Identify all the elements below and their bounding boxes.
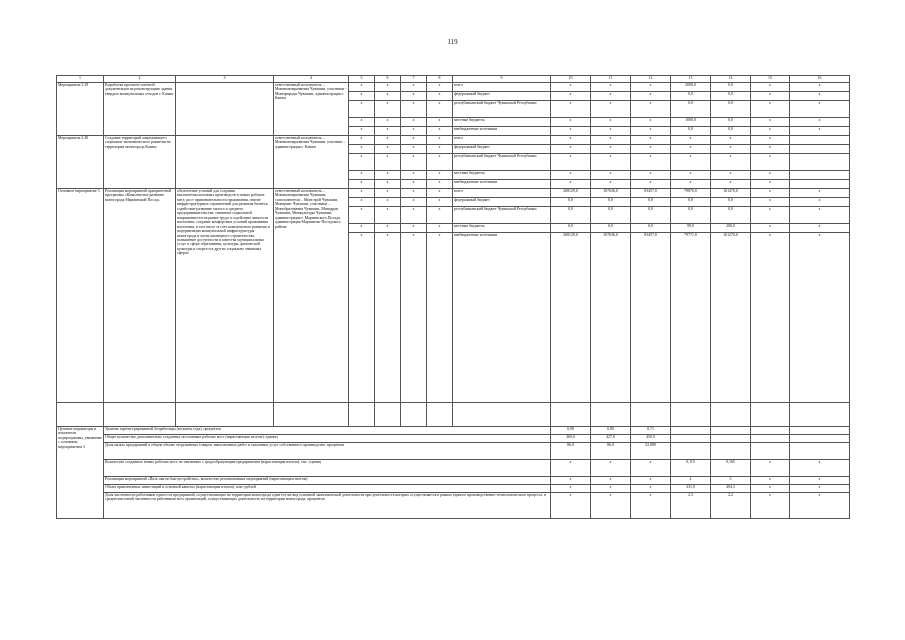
value-cell: х: [591, 180, 631, 189]
indicator-text: Доля малых предприятий в общем объеме отгруженных товаров, выполненных работ и оказанных услуг собственного производства, процентов: [104, 443, 551, 460]
activity-description: [176, 83, 274, 136]
header-cell: 3: [176, 76, 274, 83]
value-cell: 107636,0: [591, 189, 631, 198]
header-cell: 7: [401, 76, 427, 83]
value-cell: х: [631, 92, 671, 101]
value-cell: [790, 136, 850, 145]
activity-description: [176, 136, 274, 189]
indicator-value: х: [551, 477, 591, 485]
code-cell: х: [401, 136, 427, 145]
funding-source: местные бюджеты: [453, 224, 551, 233]
code-cell: х: [375, 101, 401, 118]
code-cell: х: [401, 198, 427, 207]
value-cell: 0,0: [671, 127, 711, 136]
code-cell: х: [427, 101, 453, 118]
indicator-value: х: [631, 477, 671, 485]
value-cell: х: [790, 198, 850, 207]
header-cell: 2: [104, 76, 176, 83]
indicator-value: 3: [711, 477, 751, 485]
value-cell: [790, 154, 850, 171]
funding-source: федеральный бюджет: [453, 198, 551, 207]
activity-code: Мероприятие 2.29: [57, 83, 104, 136]
document-table-wrapper: [56, 75, 849, 519]
code-cell: х: [375, 127, 401, 136]
value-cell: [790, 171, 850, 180]
spacer-row: [57, 403, 850, 427]
indicator-value: х: [790, 477, 850, 485]
value-cell: х: [671, 154, 711, 171]
value-cell: 0,0: [631, 224, 671, 233]
indicator-value: 0,115: [671, 460, 711, 477]
value-cell: х: [751, 180, 790, 189]
indicator-row: [57, 477, 850, 485]
value-cell: 83457,0: [631, 189, 671, 198]
indicator-value: [711, 435, 751, 443]
code-cell: х: [375, 180, 401, 189]
value-cell: х: [751, 224, 790, 233]
code-cell: х: [401, 233, 427, 403]
value-cell: х: [631, 180, 671, 189]
value-cell: х: [631, 118, 671, 127]
funding-source: федеральный бюджет: [453, 145, 551, 154]
indicator-value: [790, 435, 850, 443]
value-cell: х: [751, 189, 790, 198]
indicator-value: х: [591, 485, 631, 493]
value-cell: х: [711, 171, 751, 180]
header-cell: 1: [57, 76, 104, 83]
indicator-text: Объем привлеченных инвестиций в основной капитал (нарастающим итогом), млн. рублей: [104, 485, 551, 493]
code-cell: х: [401, 83, 427, 92]
indicator-text: Реализация мероприятий «Пять шагов благоустройства», количество реализованных мероприятий (нарастающим итогом): [104, 477, 551, 485]
value-cell: 0,0: [631, 198, 671, 207]
value-cell: х: [751, 136, 790, 145]
code-cell: х: [349, 198, 375, 207]
value-cell: 0,0: [711, 101, 751, 118]
table-row: [57, 83, 850, 92]
spacer-cell: [176, 403, 274, 427]
code-cell: х: [401, 145, 427, 154]
value-cell: 0,0: [711, 118, 751, 127]
code-cell: х: [349, 118, 375, 127]
indicator-value: х: [631, 493, 671, 519]
value-cell: х: [790, 233, 850, 403]
code-cell: х: [427, 189, 453, 198]
indicator-value: х: [551, 493, 591, 519]
value-cell: х: [631, 136, 671, 145]
code-cell: х: [349, 224, 375, 233]
code-cell: х: [349, 145, 375, 154]
funding-source: всего: [453, 83, 551, 92]
code-cell: х: [349, 154, 375, 171]
value-cell: х: [751, 92, 790, 101]
indicator-value: [671, 435, 711, 443]
indicator-value: 2,2: [711, 493, 751, 519]
value-cell: 161270,0: [711, 233, 751, 403]
value-cell: х: [551, 145, 591, 154]
header-cell: 9: [453, 76, 551, 83]
value-cell: 208129,0: [551, 189, 591, 198]
indicator-value: [751, 435, 790, 443]
value-cell: х: [591, 127, 631, 136]
value-cell: 0,0: [711, 92, 751, 101]
value-cell: 0,0: [591, 198, 631, 207]
header-cell: 15: [751, 76, 790, 83]
code-cell: х: [375, 224, 401, 233]
value-cell: 0,0: [631, 207, 671, 224]
funding-source: местные бюджеты: [453, 171, 551, 180]
value-cell: 0,0: [671, 198, 711, 207]
code-cell: х: [401, 189, 427, 198]
code-cell: х: [349, 233, 375, 403]
code-cell: х: [349, 180, 375, 189]
indicator-value: х: [591, 493, 631, 519]
indicator-value: х: [790, 493, 850, 519]
code-cell: х: [375, 198, 401, 207]
indicator-value: 0,165: [711, 460, 751, 477]
value-cell: 2000,0: [671, 83, 711, 92]
code-cell: х: [401, 180, 427, 189]
value-cell: 99,0: [671, 224, 711, 233]
header-cell: 16: [790, 76, 850, 83]
code-cell: х: [401, 92, 427, 101]
value-cell: х: [751, 207, 790, 224]
value-cell: 208129,0: [551, 233, 591, 403]
header-cell: 14: [711, 76, 751, 83]
value-cell: 0,0: [671, 207, 711, 224]
indicator-value: х: [751, 485, 790, 493]
value-cell: х: [631, 145, 671, 154]
indicator-value: [671, 443, 711, 460]
value-cell: х: [631, 127, 671, 136]
indicator-text: Доля численности работников одного из предприятий, осуществляющих на территории моногорода один тот же вид основной экономической деятельности при деятельность которых осуществляется в рамках единого производственно-технологического процесса, в среднесписочной численности работников всех организаций, осуществляющих деятельность на территории моногорода, процентов: [104, 493, 551, 519]
code-cell: х: [349, 171, 375, 180]
indicator-value: 86,0: [591, 443, 631, 460]
value-cell: х: [751, 118, 790, 127]
indicator-value: х: [751, 477, 790, 485]
value-cell: х: [551, 92, 591, 101]
indicator-row: [57, 493, 850, 519]
value-cell: х: [551, 154, 591, 171]
spacer-cell: [711, 403, 751, 427]
indicator-value: 2,3: [671, 493, 711, 519]
code-cell: х: [349, 207, 375, 224]
value-cell: х: [751, 198, 790, 207]
code-cell: х: [427, 224, 453, 233]
spacer-cell: [671, 403, 711, 427]
indicator-value: [751, 427, 790, 435]
value-cell: х: [790, 207, 850, 224]
header-cell: 11: [591, 76, 631, 83]
value-cell: х: [551, 171, 591, 180]
indicators-label: Целевые индикаторы и показатели подпрограммы, увязанные с основным мероприятием 3: [57, 427, 104, 519]
code-cell: х: [375, 83, 401, 92]
indicator-value: 86,0: [551, 443, 591, 460]
value-cell: х: [631, 171, 671, 180]
code-cell: х: [401, 101, 427, 118]
code-cell: х: [349, 83, 375, 92]
indicator-value: [751, 443, 790, 460]
value-cell: х: [551, 118, 591, 127]
spacer-cell: [790, 403, 850, 427]
activity-name: Разработка проектно-сметной документации на реконструкцию здания твердых коммунальных отходов г. Канаш: [104, 83, 176, 136]
header-cell: 5: [349, 76, 375, 83]
value-cell: х: [591, 171, 631, 180]
code-cell: х: [401, 118, 427, 127]
indicator-value: 2: [671, 477, 711, 485]
indicator-value: [671, 427, 711, 435]
indicator-value: х: [591, 460, 631, 477]
indicator-text: Количество созданных новых рабочих мест, не связанных с градообразующим предприятием (нарастающим итогом), тыс. единиц: [104, 460, 551, 477]
value-cell: 200,0: [711, 224, 751, 233]
spacer-cell: [375, 403, 401, 427]
header-cell: 8: [427, 76, 453, 83]
indicator-value: 0,98: [551, 427, 591, 435]
value-cell: х: [751, 154, 790, 171]
value-cell: х: [671, 145, 711, 154]
funding-source: республиканский бюджет Чувашской Республики: [453, 101, 551, 118]
value-cell: 0,0: [671, 92, 711, 101]
activity-code: Мероприятие 2.30: [57, 136, 104, 189]
funding-source: внебюджетные источники: [453, 127, 551, 136]
funding-source: всего: [453, 189, 551, 198]
value-cell: 0,0: [591, 207, 631, 224]
indicator-value: 369,0: [551, 435, 591, 443]
value-cell: 0,0: [551, 224, 591, 233]
indicator-text: Общее количество дополнительно созданных постоянных рабочих мест (нарастающим итогом), единиц: [104, 435, 551, 443]
code-cell: х: [375, 233, 401, 403]
value-cell: х: [790, 92, 850, 101]
indicator-value: х: [551, 460, 591, 477]
code-cell: х: [375, 189, 401, 198]
spacer-cell: [401, 403, 427, 427]
value-cell: 79771,0: [671, 233, 711, 403]
header-cell: 12: [631, 76, 671, 83]
value-cell: 107636,0: [591, 233, 631, 403]
funding-source: внебюджетные источники: [453, 180, 551, 189]
code-cell: х: [427, 83, 453, 92]
activity-name: Реализация мероприятий приоритетной программы «Комплексное развитие моногорода Мариинский Посад»: [104, 189, 176, 403]
indicator-value: 494,3: [711, 485, 751, 493]
header-cell: 6: [375, 76, 401, 83]
value-cell: х: [790, 189, 850, 198]
spacer-cell: [453, 403, 551, 427]
value-cell: х: [671, 180, 711, 189]
indicator-value: х: [631, 485, 671, 493]
indicator-row: [57, 485, 850, 493]
value-cell: х: [751, 145, 790, 154]
value-cell: х: [591, 83, 631, 92]
header-row: [57, 76, 850, 83]
indicator-value: 450,0: [631, 435, 671, 443]
spacer-cell: [551, 403, 591, 427]
page-number: 119: [447, 38, 458, 46]
indicator-row: [57, 460, 850, 477]
value-cell: х: [591, 154, 631, 171]
code-cell: х: [427, 180, 453, 189]
value-cell: 0,0: [551, 198, 591, 207]
code-cell: х: [401, 154, 427, 171]
indicator-value: [711, 443, 751, 460]
spacer-cell: [349, 403, 375, 427]
code-cell: х: [401, 127, 427, 136]
indicator-value: [790, 443, 850, 460]
funding-source: местные бюджеты: [453, 118, 551, 127]
indicator-row: [57, 443, 850, 460]
indicator-value: 0,71: [631, 427, 671, 435]
header-cell: 10: [551, 76, 591, 83]
value-cell: 161470,0: [711, 189, 751, 198]
value-cell: х: [591, 101, 631, 118]
value-cell: х: [671, 171, 711, 180]
spacer-cell: [591, 403, 631, 427]
code-cell: х: [349, 101, 375, 118]
value-cell: 83457,0: [631, 233, 671, 403]
activity-executors: ответственный исполнитель – Минэкономразвития Чувашии, участники - Минприроды Чувашии, администрация г. Канаш: [274, 83, 349, 136]
code-cell: х: [349, 136, 375, 145]
indicator-value: х: [591, 477, 631, 485]
value-cell: х: [671, 136, 711, 145]
value-cell: 0,0: [711, 198, 751, 207]
value-cell: х: [790, 101, 850, 118]
spacer-cell: [427, 403, 453, 427]
funding-source: республиканский бюджет Чувашской Республики: [453, 207, 551, 224]
value-cell: 0,0: [711, 207, 751, 224]
code-cell: х: [427, 198, 453, 207]
indicator-value: 331,9: [671, 485, 711, 493]
value-cell: 0,0: [551, 207, 591, 224]
indicator-row: [57, 427, 850, 435]
value-cell: х: [711, 180, 751, 189]
code-cell: х: [375, 207, 401, 224]
activity-executors: ответственный исполнитель – Минэкономразвития Чувашии, соисполнители – Минстрой Чувашии, Минтранс Чувашии, участники – Минобразования Чувашии, Минздрав Чувашии, Минкультуры Чувашии, администрация г. Мариинского Посада, администрация Мариинско-Посадского района: [274, 189, 349, 403]
code-cell: х: [375, 92, 401, 101]
code-cell: х: [427, 127, 453, 136]
value-cell: х: [711, 136, 751, 145]
indicator-value: 0,80: [591, 427, 631, 435]
code-cell: х: [349, 92, 375, 101]
value-cell: 0,0: [671, 101, 711, 118]
value-cell: 0,0: [711, 83, 751, 92]
funding-source: всего: [453, 136, 551, 145]
activity-executors: ответственный исполнитель – Минэкономразвития Чувашии, участник – администрация г. Канаш: [274, 136, 349, 189]
indicator-value: [790, 427, 850, 435]
indicator-value: [711, 427, 751, 435]
spacer-cell: [631, 403, 671, 427]
value-cell: [790, 145, 850, 154]
value-cell: 0,0: [591, 224, 631, 233]
code-cell: х: [349, 189, 375, 198]
code-cell: х: [401, 171, 427, 180]
value-cell: х: [751, 101, 790, 118]
code-cell: х: [375, 171, 401, 180]
value-cell: х: [711, 154, 751, 171]
value-cell: х: [751, 171, 790, 180]
value-cell: х: [711, 145, 751, 154]
funding-source: республиканский бюджет Чувашской Республики: [453, 154, 551, 171]
code-cell: х: [427, 171, 453, 180]
funding-source: федеральный бюджет: [453, 92, 551, 101]
indicator-value: х: [790, 460, 850, 477]
table-row: [57, 136, 850, 145]
value-cell: х: [751, 127, 790, 136]
value-cell: х: [591, 118, 631, 127]
indicator-value: х: [551, 485, 591, 493]
code-cell: х: [375, 154, 401, 171]
value-cell: х: [790, 83, 850, 92]
activity-description: обеспечение условий для создания высокотехнологичных производств и новых рабочих мест, рост привлекательности проживания, снятие инфраструктурных ограничений для развития бизнеса, содействие развитию малого и среднего предпринимательства; снижение социальной напряженности на рынке труда и содействие занятости населения; создание комфортных условий проживания населения, в том числе за счет комплексного развития и модернизации коммунальной инфраструктуры моногорода в части жилищного строительства, повышение доступности и качества муниципальных услуг в сфере образования, культуры, физической культуры и спорта и в других социально значимых сферах: [176, 189, 274, 403]
header-cell: 13: [671, 76, 711, 83]
code-cell: х: [427, 154, 453, 171]
code-cell: х: [427, 92, 453, 101]
value-cell: х: [790, 118, 850, 127]
funding-source: внебюджетные источники: [453, 233, 551, 403]
value-cell: х: [551, 136, 591, 145]
value-cell: х: [591, 136, 631, 145]
code-cell: х: [427, 233, 453, 403]
value-cell: [790, 180, 850, 189]
value-cell: х: [631, 83, 671, 92]
indicator-value: х: [751, 493, 790, 519]
code-cell: х: [427, 145, 453, 154]
indicator-value: 52,889: [631, 443, 671, 460]
value-cell: 79870,0: [671, 189, 711, 198]
indicator-row: [57, 435, 850, 443]
spacer-cell: [104, 403, 176, 427]
code-cell: х: [401, 207, 427, 224]
value-cell: х: [751, 233, 790, 403]
header-cell: 4: [274, 76, 349, 83]
value-cell: х: [551, 127, 591, 136]
value-cell: х: [631, 101, 671, 118]
activity-code: Основное мероприятие 3: [57, 189, 104, 403]
spacer-cell: [751, 403, 790, 427]
code-cell: х: [375, 136, 401, 145]
code-cell: х: [349, 127, 375, 136]
value-cell: х: [751, 83, 790, 92]
spacer-cell: [57, 403, 104, 427]
value-cell: х: [551, 101, 591, 118]
table-row: [57, 189, 850, 198]
value-cell: 1000,0: [671, 118, 711, 127]
spacer-cell: [274, 403, 349, 427]
code-cell: х: [375, 118, 401, 127]
indicator-value: х: [631, 460, 671, 477]
indicator-value: х: [790, 485, 850, 493]
code-cell: х: [401, 224, 427, 233]
value-cell: х: [591, 92, 631, 101]
value-cell: х: [551, 180, 591, 189]
value-cell: х: [790, 127, 850, 136]
indicator-value: х: [751, 460, 790, 477]
value-cell: х: [790, 224, 850, 233]
code-cell: х: [427, 207, 453, 224]
value-cell: 0,0: [711, 127, 751, 136]
indicator-value: 427,0: [591, 435, 631, 443]
activity-name: Создание территорий опережающего социально-экономического развития на территории моногорода Канаш: [104, 136, 176, 189]
indicator-text: Уровень зарегистрированной безработицы (на конец года), процентов: [104, 427, 551, 435]
code-cell: х: [427, 118, 453, 127]
value-cell: х: [551, 83, 591, 92]
value-cell: х: [591, 145, 631, 154]
value-cell: х: [631, 154, 671, 171]
program-table: [56, 75, 850, 519]
code-cell: х: [427, 136, 453, 145]
code-cell: х: [375, 145, 401, 154]
